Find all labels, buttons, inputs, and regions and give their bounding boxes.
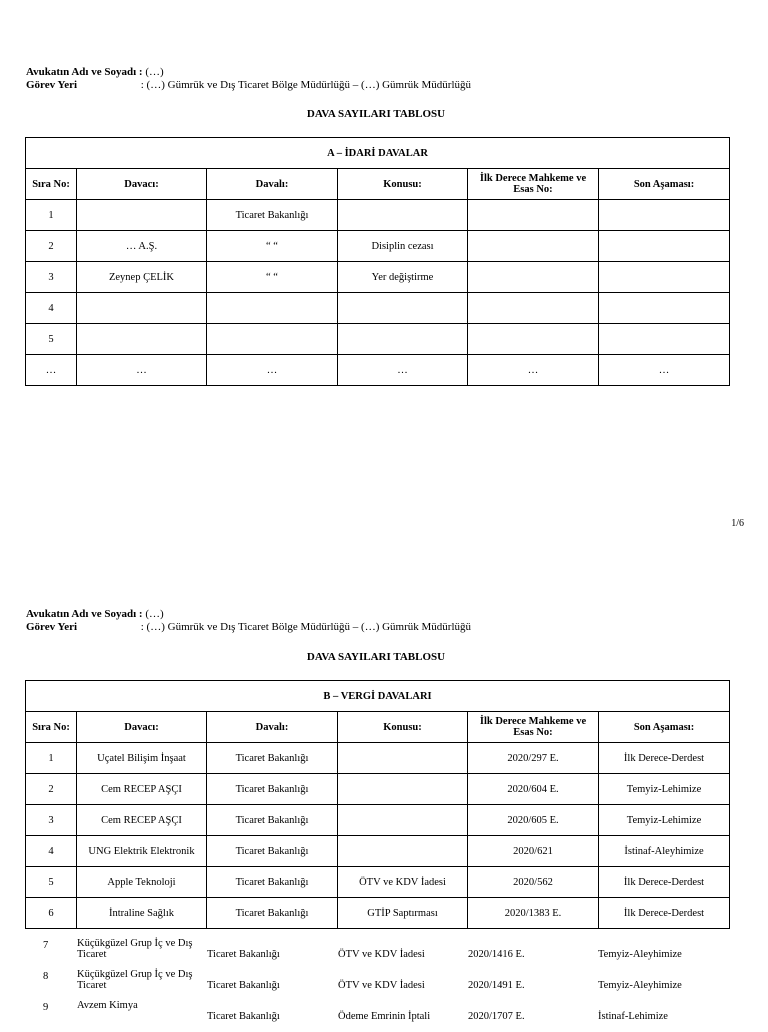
table-cell: 2020/621: [468, 836, 599, 867]
header-cell: Son Aşaması:: [599, 712, 730, 743]
table-cell: Zeynep ÇELİK: [77, 262, 207, 293]
table-cell: İntraline Sağlık: [77, 898, 207, 929]
table-header-row: [26, 169, 730, 200]
table-row: [26, 231, 730, 262]
duty-value: : (…) Gümrük ve Dış Ticaret Bölge Müdürlüğü – (…) Gümrük Müdürlüğü: [140, 621, 472, 633]
table-cell: [468, 262, 599, 293]
list-cell: 9: [43, 1002, 49, 1013]
table-cell: Ticaret Bakanlığı: [207, 836, 338, 867]
doc-title-p2: DAVA SAYILARI TABLOSU: [306, 651, 446, 663]
table-cell: [599, 200, 730, 231]
table-cell: Cem RECEP AŞÇI: [77, 774, 207, 805]
duty-label: Görev Yeri: [26, 79, 78, 91]
table-row: [26, 836, 730, 867]
list-cell: 7: [43, 940, 49, 951]
list-cell: Küçükgüzel Grup İç ve Dış Ticaret: [77, 969, 193, 991]
table-cell: Ticaret Bakanlığı: [207, 743, 338, 774]
list-cell: Ödeme Emrinin İptali: [338, 1011, 431, 1022]
table-cell: …: [77, 355, 207, 386]
table-cell: İlk Derece-Derdest: [599, 743, 730, 774]
table-cell: Uçatel Bilişim İnşaat: [77, 743, 207, 774]
section-title: B – VERGİ DAVALARI: [26, 681, 730, 712]
list-item: [25, 940, 729, 970]
table-cell: 2: [26, 231, 77, 262]
header-cell: Konusu:: [338, 712, 468, 743]
table-cell: [338, 805, 468, 836]
lawyer-value: (…): [145, 608, 164, 620]
table-cell: İstinaf-Aleyhimize: [599, 836, 730, 867]
table-cell: [338, 743, 468, 774]
table-cell: 2020/297 E.: [468, 743, 599, 774]
table-cell: Ticaret Bakanlığı: [207, 898, 338, 929]
table-row: [26, 898, 730, 929]
table-cell: [599, 324, 730, 355]
table-cell: Ticaret Bakanlığı: [207, 200, 338, 231]
list-cell: Ticaret Bakanlığı: [207, 1011, 280, 1022]
table-cell: Ticaret Bakanlığı: [207, 774, 338, 805]
table-cell: 5: [26, 867, 77, 898]
table-cell: …: [338, 355, 468, 386]
table-cell: ÖTV ve KDV İadesi: [338, 867, 468, 898]
lawyer-line-p1: [26, 66, 164, 79]
list-cell: Temyiz-Aleyhimize: [598, 980, 682, 991]
header-cell: Sıra No:: [26, 169, 77, 200]
table-cell: 1: [26, 743, 77, 774]
table-a: [25, 137, 730, 386]
table-cell: Cem RECEP AŞÇI: [77, 805, 207, 836]
table-cell: 2020/605 E.: [468, 805, 599, 836]
header-cell: Sıra No:: [26, 712, 77, 743]
table-cell: Ticaret Bakanlığı: [207, 805, 338, 836]
table-cell: [338, 836, 468, 867]
header-cell: Davacı:: [77, 169, 207, 200]
table-cell: [77, 324, 207, 355]
table-cell: 6: [26, 898, 77, 929]
table-row: [26, 805, 730, 836]
list-cell: Ticaret Bakanlığı: [207, 949, 280, 960]
table-cell: [468, 324, 599, 355]
table-cell: [207, 324, 338, 355]
table-cell: [599, 293, 730, 324]
table-cell: Yer değiştirme: [338, 262, 468, 293]
table-cell: Temyiz-Lehimize: [599, 774, 730, 805]
table-cell: [338, 200, 468, 231]
table-cell: 2020/1383 E.: [468, 898, 599, 929]
duty-line-p2: [26, 621, 471, 634]
lawyer-label: Avukatın Adı ve Soyadı :: [26, 66, 143, 78]
table-cell: [468, 200, 599, 231]
table-cell: …: [26, 355, 77, 386]
list-cell: Avzem Kimya: [77, 1000, 138, 1011]
table-cell: [77, 200, 207, 231]
table-cell: [468, 231, 599, 262]
table-row: [26, 774, 730, 805]
table-cell: [77, 293, 207, 324]
table-cell: [338, 774, 468, 805]
table-cell: İlk Derece-Derdest: [599, 898, 730, 929]
list-cell: Temyiz-Aleyhimize: [598, 949, 682, 960]
header-cell: Konusu:: [338, 169, 468, 200]
table-cell: [599, 231, 730, 262]
table-cell: [599, 262, 730, 293]
table-cell: Ticaret Bakanlığı: [207, 867, 338, 898]
table-cell: 2020/562: [468, 867, 599, 898]
header-cell: Davalı:: [207, 169, 338, 200]
list-cell: 2020/1491 E.: [468, 980, 525, 991]
table-row: [26, 293, 730, 324]
list-item: [25, 1002, 729, 1032]
table-cell: İlk Derece-Derdest: [599, 867, 730, 898]
table-cell: 5: [26, 324, 77, 355]
table-cell: 2: [26, 774, 77, 805]
table-row: [26, 355, 730, 386]
table-row: [26, 200, 730, 231]
table-cell: “ “: [207, 231, 338, 262]
table-b: [25, 680, 730, 929]
list-cell: 2020/1707 E.: [468, 1011, 525, 1022]
table-cell: Disiplin cezası: [338, 231, 468, 262]
list-cell: Ticaret Bakanlığı: [207, 980, 280, 991]
page-number: 1/6: [731, 518, 744, 529]
list-cell: 8: [43, 971, 49, 982]
header-cell: Davalı:: [207, 712, 338, 743]
lawyer-value: (…): [145, 66, 164, 78]
table-cell: 2020/604 E.: [468, 774, 599, 805]
duty-line-p1: [26, 79, 471, 92]
table-cell: …: [207, 355, 338, 386]
table-row: [26, 324, 730, 355]
table-cell: 4: [26, 293, 77, 324]
duty-value: : (…) Gümrük ve Dış Ticaret Bölge Müdürlüğü – (…) Gümrük Müdürlüğü: [140, 79, 472, 91]
table-cell: GTİP Saptırması: [338, 898, 468, 929]
table-cell: 3: [26, 262, 77, 293]
table-cell: [338, 293, 468, 324]
table-cell: 1: [26, 200, 77, 231]
table-cell: [468, 293, 599, 324]
table-row: [26, 867, 730, 898]
lawyer-line-p2: [26, 608, 164, 621]
list-item: [25, 971, 729, 1001]
table-row: [26, 262, 730, 293]
list-cell: ÖTV ve KDV İadesi: [338, 949, 425, 960]
table-row: [26, 743, 730, 774]
section-title: A – İDARİ DAVALAR: [26, 138, 730, 169]
list-cell: ÖTV ve KDV İadesi: [338, 980, 425, 991]
table-cell: UNG Elektrik Elektronik: [77, 836, 207, 867]
table-cell: [207, 293, 338, 324]
table-cell: Temyiz-Lehimize: [599, 805, 730, 836]
table-cell: [338, 324, 468, 355]
table-cell: …: [468, 355, 599, 386]
table-cell: Apple Teknoloji: [77, 867, 207, 898]
header-cell: İlk Derece Mahkeme ve Esas No:: [468, 169, 599, 200]
lawyer-label: Avukatın Adı ve Soyadı :: [26, 608, 143, 620]
list-cell: 2020/1416 E.: [468, 949, 525, 960]
table-cell: …: [599, 355, 730, 386]
table-cell: … A.Ş.: [77, 231, 207, 262]
table-cell: 3: [26, 805, 77, 836]
header-cell: Davacı:: [77, 712, 207, 743]
doc-title-p1: DAVA SAYILARI TABLOSU: [306, 108, 446, 120]
table-cell: 4: [26, 836, 77, 867]
duty-label: Görev Yeri: [26, 621, 78, 633]
list-cell: İstinaf-Lehimize: [598, 1011, 668, 1022]
header-cell: Son Aşaması:: [599, 169, 730, 200]
table-cell: “ “: [207, 262, 338, 293]
table-header-row: [26, 712, 730, 743]
list-cell: Küçükgüzel Grup İç ve Dış Ticaret: [77, 938, 193, 960]
header-cell: İlk Derece Mahkeme ve Esas No:: [468, 712, 599, 743]
